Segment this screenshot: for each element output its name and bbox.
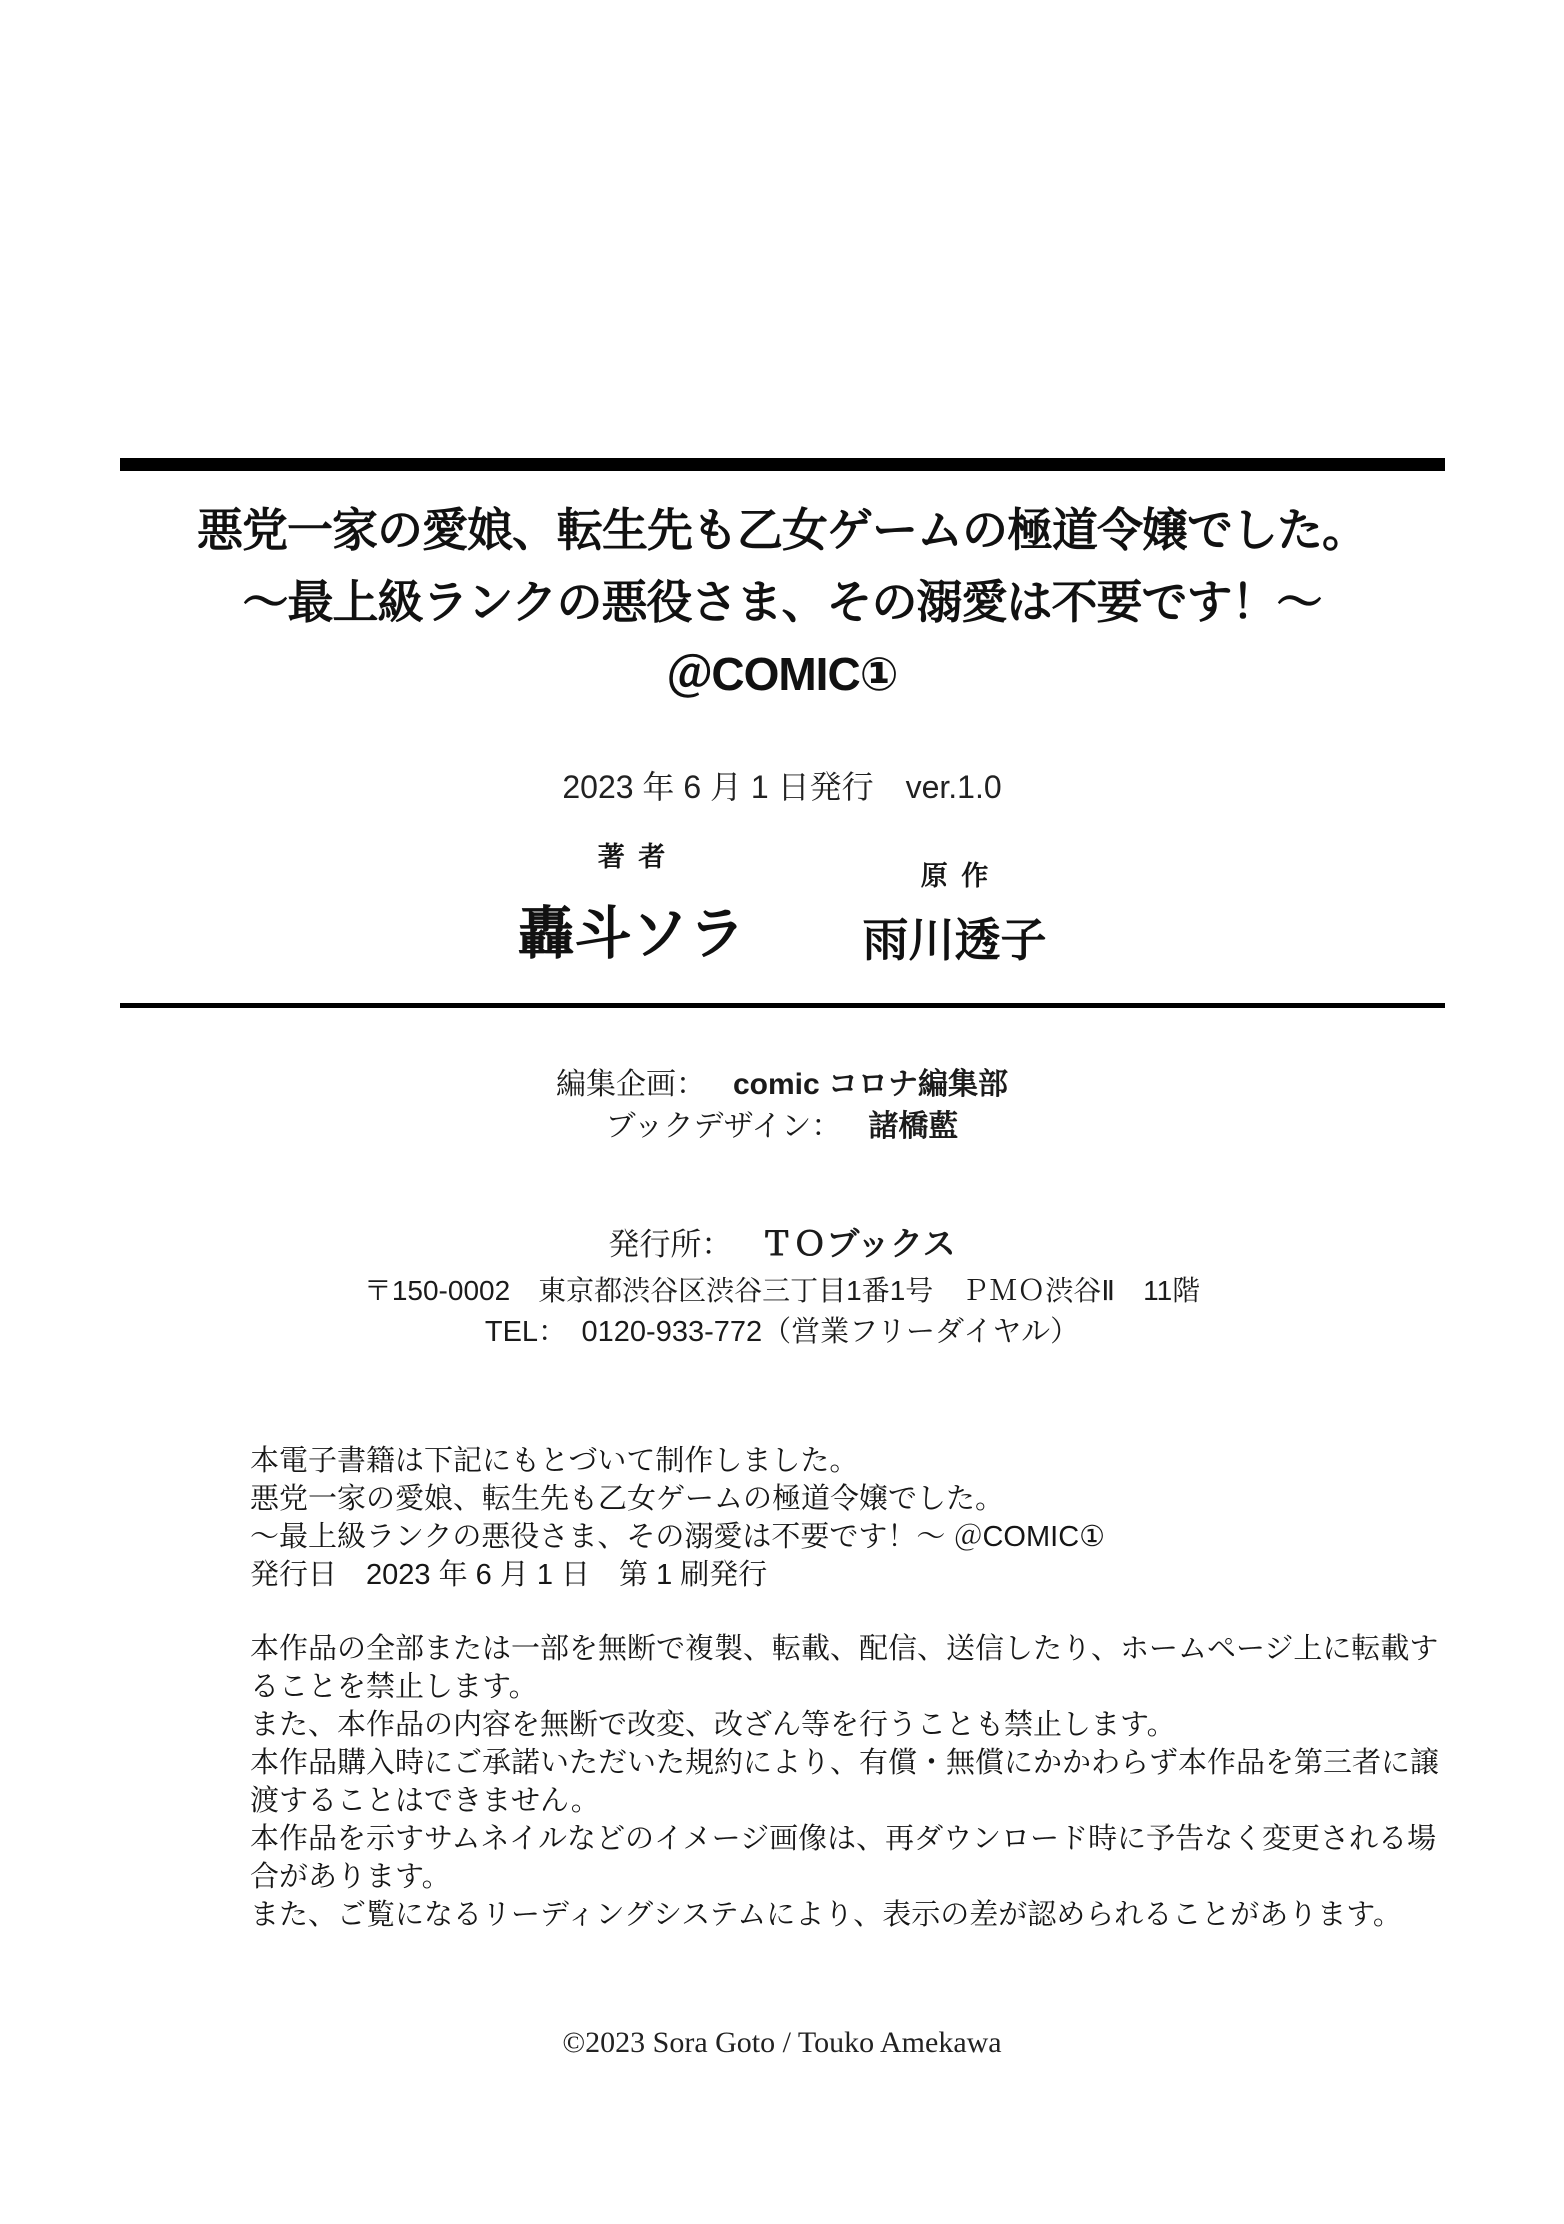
note-line: 発行日 2023 年 6 月 1 日 第 1 刷発行 [250, 1559, 768, 1591]
section-divider [120, 1003, 1445, 1008]
legal-line: また、本作品の内容を無断で改変、改ざん等を行うことも禁止します。 [250, 1709, 1176, 1741]
staff-label: ブックデザイン： [605, 1110, 842, 1143]
legal-line: 本作品購入時にご承諾いただいた規約により、有償・無償にかかわらず本作品を第三者に譲 [250, 1747, 1440, 1779]
legal-line: ることを禁止します。 [250, 1671, 538, 1703]
publisher-label: 発行所： [608, 1227, 733, 1262]
original-author-name: 雨川透子 [862, 914, 1047, 966]
production-note [250, 1442, 1105, 1594]
top-rule [120, 458, 1445, 471]
edition-date: 2023 年 6 月 1 日発行 ver.1.0 [562, 769, 1002, 805]
book-title [0, 494, 1564, 710]
legal-line: 本作品の全部または一部を無断で複製、転載、配信、送信したり、ホームページ上に転載す [250, 1633, 1439, 1665]
staff-credits [0, 1064, 1564, 1148]
title-line: 悪党一家の愛娘、転生先も乙女ゲームの極道令嬢でした。 [197, 504, 1367, 556]
staff-value: 諸橋藍 [868, 1110, 959, 1143]
title-line: ～最上級ランクの悪役さま、その溺愛は不要です！～ [242, 576, 1322, 628]
publisher-address: 〒150-0002 東京都渋谷区渋谷三丁目1番1号 ＰＭＯ渋谷Ⅱ 11階 [363, 1275, 1201, 1306]
staff-line [0, 1064, 1564, 1106]
original-author-block [863, 854, 1047, 970]
legal-line: また、ご覧になるリーディングシステムにより、表示の差が認められることがあります。 [250, 1899, 1402, 1931]
legal-notice [250, 1630, 1439, 1934]
note-line: 本電子書籍は下記にもとづいて制作しました。 [250, 1445, 859, 1477]
staff-label: 編集企画： [555, 1068, 706, 1101]
publisher-name: ＴＯブックス [760, 1225, 956, 1262]
author-name: 轟斗ソラ [517, 902, 746, 966]
original-author-role-label: 原作 [920, 861, 1002, 891]
legal-line: 渡することはできません。 [250, 1785, 600, 1817]
publisher-section [0, 1224, 1564, 1350]
author-section [0, 842, 1564, 970]
publisher-tel: TEL： 0120-933-772（営業フリーダイヤル） [484, 1316, 1080, 1348]
title-line: ＠COMIC① [666, 648, 898, 700]
copyright-line: ©2023 Sora Goto / Touko Amekawa [562, 2026, 1002, 2059]
staff-line [0, 1106, 1564, 1148]
staff-value: comic コロナ編集部 [732, 1068, 1009, 1101]
legal-line: 合があります。 [250, 1861, 451, 1893]
author-block [518, 835, 746, 970]
author-role-label: 著者 [597, 842, 679, 872]
note-line: ～最上級ランクの悪役さま、その溺愛は不要です！～ ＠COMIC① [250, 1521, 1106, 1553]
note-line: 悪党一家の愛娘、転生先も乙女ゲームの極道令嬢でした。 [250, 1483, 1005, 1515]
legal-line: 本作品を示すサムネイルなどのイメージ画像は、再ダウンロード時に予告なく変更される場 [250, 1823, 1437, 1855]
publisher-line [0, 1224, 1564, 1265]
